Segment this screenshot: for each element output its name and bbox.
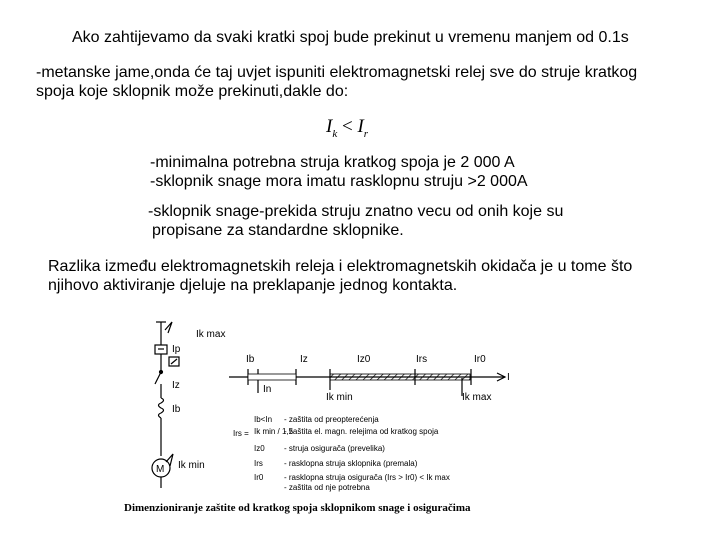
label-iz-left: Iz [172, 380, 180, 391]
label-ikmin-left: Ik min [178, 460, 205, 471]
axis-label-i: I [507, 372, 510, 383]
axis-label-ikmin: Ik min [326, 392, 353, 403]
axis-label-iz0: Iz0 [357, 354, 371, 365]
label-ikmax-top: Ik max [196, 329, 226, 340]
legend-desc-0: - zaštita od preopterećenja [284, 415, 379, 424]
axis-label-irs: Irs [416, 354, 428, 365]
legend-sym-4: Ir0 [254, 473, 264, 482]
label-motor: M [156, 464, 165, 475]
bullet-2: -sklopnik snage mora imatu rasklopnu struju >2 000A [150, 173, 528, 190]
paragraph-2-line-1: Razlika između elektromagnetskih releja i elektromagnetskih okidača je u tome što [48, 258, 633, 275]
legend-desc-1: - zaštita el. magn. relejima od kratkog spoja [284, 427, 439, 436]
legend-desc-2: - struja osigurača (prevelika) [284, 444, 385, 453]
legend-sym-3: Irs [254, 459, 263, 468]
label-ip: Ip [172, 344, 181, 355]
axis-label-in: In [263, 384, 272, 395]
formula-left-sub: k [332, 127, 338, 140]
axis-label-ib: Ib [246, 354, 255, 365]
formula-right-sub: r [363, 127, 369, 140]
legend-sym-1: Ik min / 1,5 [254, 427, 294, 436]
legend-desc-4: - rasklopna struja osigurača (Irs > Ir0) < Ik max [284, 473, 450, 482]
paragraph-1-line-1: -metanske jame,onda će taj uvjet ispuniti elektromagnetski relej sve do struje kratkog [36, 64, 638, 81]
legend-sym-2: Iz0 [254, 444, 265, 453]
legend-desc-3: - rasklopna struja sklopnika (premala) [284, 459, 418, 468]
legend-sym-0: Ib<In [254, 415, 273, 424]
bullet-3-line-2: propisane za standardne sklopnike. [152, 222, 404, 239]
diagram-caption: Dimenzioniranje zaštite od kratkog spoja sklopnikom snage i osiguračima [124, 502, 471, 514]
axis-label-iz: Iz [300, 354, 308, 365]
axis-label-ir0: Ir0 [474, 354, 486, 365]
legend-extra: - zaštita od nje potrebna [284, 483, 370, 492]
paragraph-1-line-2: spoja koje sklopnik može prekinuti,dakle do: [36, 83, 349, 100]
paragraph-2-line-2: njihovo aktiviranje djeluje na preklapanje jednog kontakta. [48, 277, 458, 294]
axis-label-ikmax: Ik max [462, 392, 492, 403]
formula-op: < [341, 116, 353, 137]
bullet-3-line-1: -sklopnik snage-prekida struju znatno vecu od onih koje su [148, 203, 564, 220]
label-ib-left: Ib [172, 404, 181, 415]
heading: Ako zahtijevamo da svaki kratki spoj bude prekinut u vremenu manjem od 0.1s [72, 29, 629, 46]
formula-left: I [326, 116, 333, 137]
bullet-1: -minimalna potrebna struja kratkog spoja je 2 000 A [150, 154, 515, 171]
legend-prefix: Irs = [233, 429, 249, 438]
formula-right: I [357, 116, 364, 137]
